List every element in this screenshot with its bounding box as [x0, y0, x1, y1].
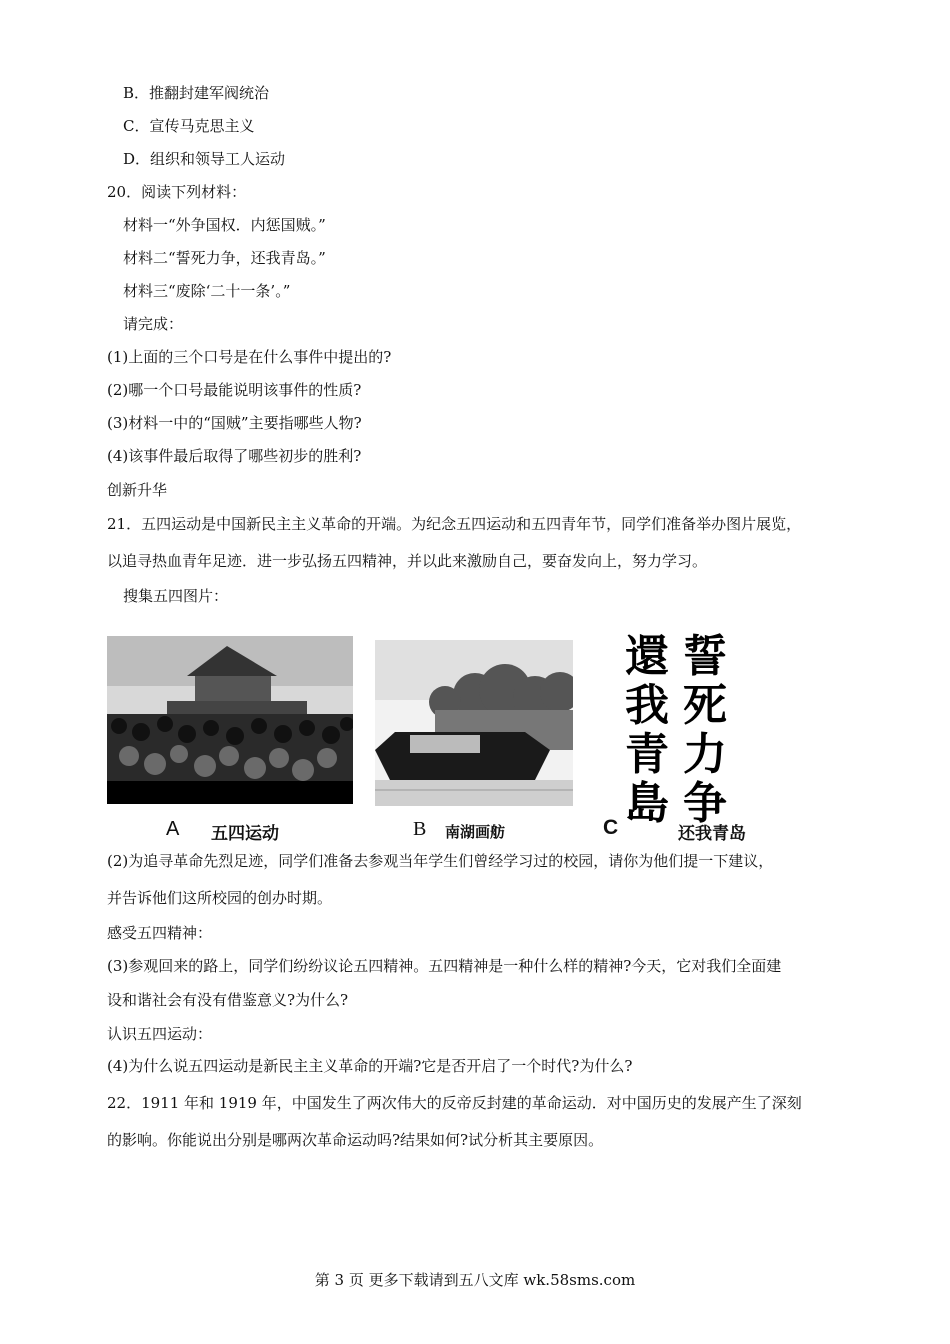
q20-prompt: 请完成：: [123, 315, 184, 333]
material-1: 材料一“外争国权．内惩国贼。”: [123, 216, 326, 234]
q21-feel-heading: 感受五四精神：: [107, 924, 213, 942]
caption-b-letter: B: [413, 818, 427, 840]
q21-collect: 搜集五四图片：: [123, 587, 229, 605]
q20-sub-3: (3)材料一中的“国贼”主要指哪些人物?: [107, 414, 362, 432]
option-c: C．宣传马克思主义: [123, 117, 255, 135]
q21-sub-3a: (3)参观回来的路上，同学们纷纷议论五四精神。五四精神是一种什么样的精神?今天，它对我们全面建: [107, 957, 782, 975]
material-3: 材料三“废除‘二十一条’。”: [123, 282, 291, 300]
q22-line-1: 22．1911 年和 1919 年，中国发生了两次伟大的反帝反封建的革命运动．对中国历史的发展产生了深刻: [107, 1094, 802, 1112]
q21-know-heading: 认识五四运动：: [107, 1025, 213, 1043]
option-d: D．组织和领导工人运动: [123, 150, 286, 168]
caption-a-letter: A: [166, 818, 180, 840]
caption-c: 还我青岛: [678, 824, 746, 844]
page-footer: 第 3 页 更多下载请到五八文库 wk.58sms.com: [314, 1271, 636, 1289]
q20-stem: 20．阅读下列材料：: [107, 183, 247, 201]
photo-nanhu-boat: [375, 640, 573, 806]
q21-sub-2a: (2)为追寻革命先烈足迹，同学们准备去参观当年学生们曾经学习过的校园，请你为他们提一下建议，: [107, 852, 774, 870]
q20-sub-1: (1)上面的三个口号是在什么事件中提出的?: [107, 348, 392, 366]
option-b: B．推翻封建军阀统治: [123, 84, 270, 102]
q21-sub-4: (4)为什么说五四运动是新民主主义革命的开端?它是否开启了一个时代?为什么?: [107, 1057, 633, 1075]
section-heading: 创新升华: [107, 481, 168, 499]
caption-a: 五四运动: [211, 824, 279, 844]
q22-line-2: 的影响。你能说出分别是哪两次革命运动吗?结果如何?试分析其主要原因。: [107, 1131, 604, 1149]
caption-b: 南湖画舫: [445, 823, 506, 841]
q21-sub-3b: 设和谐社会有没有借鉴意义?为什么?: [107, 991, 349, 1009]
calligraphy-left-column: 還我青島: [625, 631, 675, 829]
calligraphy-right-column: 誓死力争: [683, 631, 733, 829]
caption-c-letter: C: [603, 816, 619, 839]
q20-sub-4: (4)该事件最后取得了哪些初步的胜利?: [107, 447, 362, 465]
q21-sub-2b: 并告诉他们这所校园的创办时期。: [107, 889, 333, 907]
photo-may-fourth: [107, 636, 353, 804]
q21-stem-1: 21．五四运动是中国新民主主义革命的开端。为纪念五四运动和五四青年节，同学们准备举办图片展览，: [107, 515, 802, 533]
material-2: 材料二“誓死力争，还我青岛。”: [123, 249, 326, 267]
q20-sub-2: (2)哪一个口号最能说明该事件的性质?: [107, 381, 362, 399]
q21-stem-2: 以追寻热血青年足迹．进一步弘扬五四精神，并以此来激励自己，要奋发向上，努力学习。: [107, 552, 708, 570]
